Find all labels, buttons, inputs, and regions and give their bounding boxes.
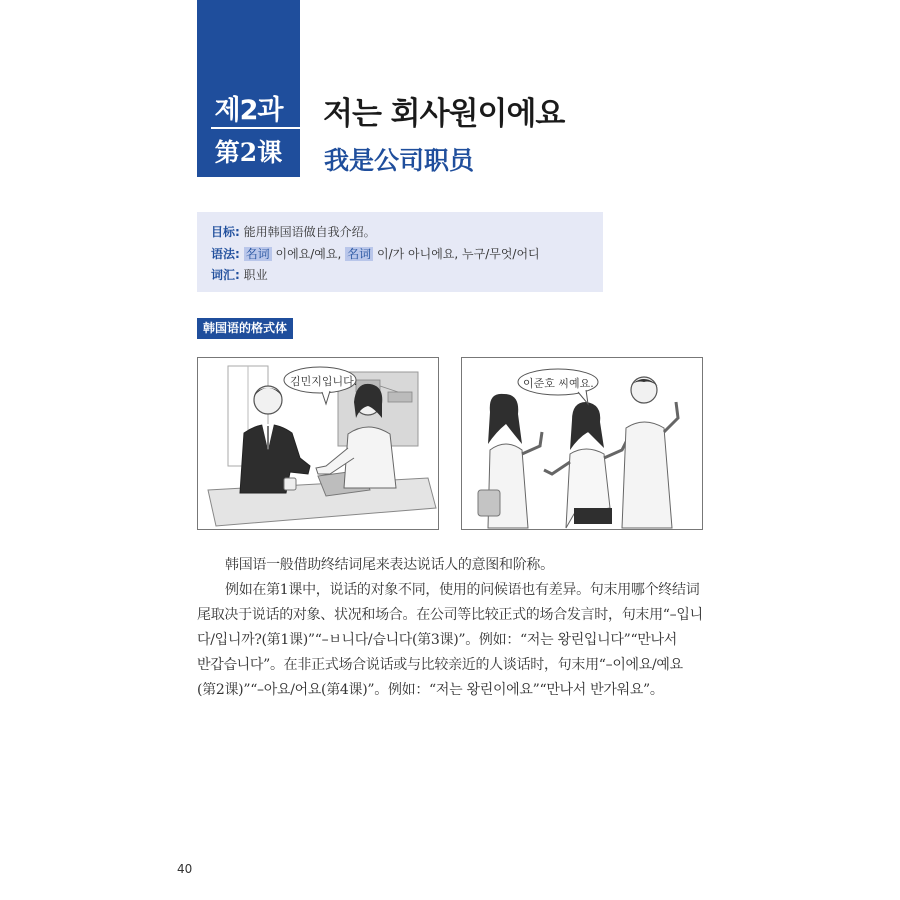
lesson-number-korean: 제2과 xyxy=(214,95,283,126)
lesson-title-chinese: 我是公司职员 xyxy=(324,146,475,175)
goal-objective-row xyxy=(211,223,376,240)
objective-label: 目标 xyxy=(211,225,236,239)
vocab-label: 词汇 xyxy=(211,268,236,282)
body-paragraph xyxy=(197,553,707,703)
body-line: 尾取决于说话的对象、状况和场合。在公司等比较正式的场合发言时，句末用“–입니 xyxy=(197,607,703,623)
grammar-separator: : xyxy=(235,247,240,261)
body-line: 韩国语一般借助终结词尾来表达说话人的意图和阶称。 xyxy=(225,557,554,573)
grammar-text-2: 이/가 아니에요, 누구/무엇/어디 xyxy=(373,247,540,261)
grammar-noun-tag: 名词 xyxy=(245,247,270,261)
body-line: 반갑습니다”。在非正式场合说话或与比较亲近的人谈话时，句末用“–이에요/예요 xyxy=(197,657,683,673)
body-line: 다/입니까?(第1课)”“–ㅂ니다/습니다(第3课)”。例如：“저는 왕린입니다”“만나서 xyxy=(197,632,677,648)
goal-vocab-row xyxy=(211,266,268,283)
lesson-title-korean: 저는 회사원이에요 xyxy=(323,96,565,132)
page-number: 40 xyxy=(177,862,193,876)
speech-bubble-text: 김민지입니다. xyxy=(290,375,358,388)
objective-separator: : xyxy=(235,225,240,239)
grammar-label: 语法 xyxy=(211,247,236,261)
body-line: 例如在第1课中，说话的对象不同，使用的问候语也有差异。句末用哪个终结词 xyxy=(225,582,700,598)
vocab-text: 职业 xyxy=(243,268,268,282)
illustration-introduction xyxy=(461,357,703,530)
lesson-number-chinese: 第2课 xyxy=(214,138,283,167)
illustration-office-handshake xyxy=(197,357,439,530)
grammar-text-1: 이에요/예요, xyxy=(271,247,342,261)
body-line: (第2课)”“–아요/어요(第4课)”。例如：“저는 왕린이에요”“만나서 반가워요”。 xyxy=(197,682,664,698)
section-label: 韩国语的格式体 xyxy=(197,318,293,339)
objective-text: 能用韩国语做自我介绍。 xyxy=(243,225,376,239)
goal-grammar-row xyxy=(211,245,540,262)
lesson-number-block xyxy=(197,0,300,177)
lesson-goals-box xyxy=(197,212,603,292)
vocab-separator: : xyxy=(235,268,240,282)
lesson-divider xyxy=(211,127,300,129)
speech-bubble-text: 이준호 씨예요. xyxy=(523,377,594,390)
grammar-noun-tag: 名词 xyxy=(347,247,372,261)
